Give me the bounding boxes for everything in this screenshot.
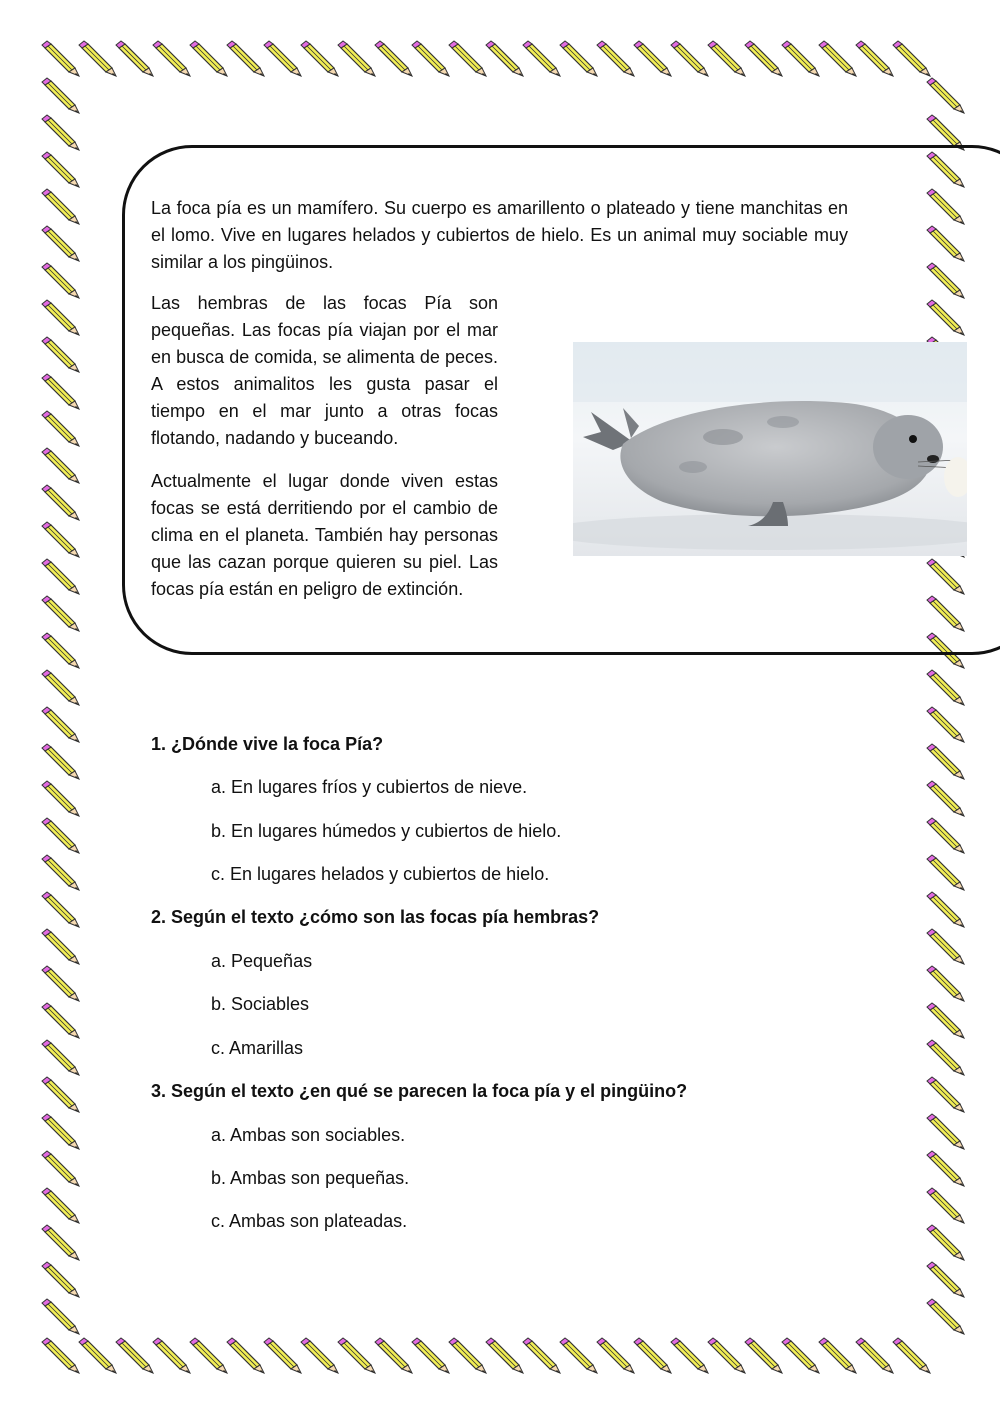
pencil-icon [42,1077,79,1112]
pencil-icon [560,1338,597,1373]
pencil-icon [79,1338,116,1373]
pencil-icon [927,781,964,816]
pencil-icon [927,670,964,705]
pencil-icon [856,1338,893,1373]
pencil-icon [42,411,79,446]
pencil-icon [42,300,79,335]
q1-option-a[interactable]: a. En lugares fríos y cubiertos de nieve. [211,777,528,797]
pencil-icon [301,1338,338,1373]
intro-paragraph: La foca pía es un mamífero. Su cuerpo es amarillento o plateado y tiene manchitas en el lomo. Vive en lugares helados y cubiertos de hielo. Es un animal muy sociable muy similar a los pingüinos. [151,198,848,272]
pencil-icon [927,929,964,964]
pencil-icon [42,596,79,631]
pencil-icon [523,41,560,76]
pencil-icon [708,1338,745,1373]
q2-option-c[interactable]: c. Amarillas [211,1038,304,1058]
pencil-icon [190,41,227,76]
pencil-icon [42,744,79,779]
question-2: 2. Según el texto ¿cómo son las focas pía hembras? [151,907,600,927]
question-1: 1. ¿Dónde vive la foca Pía? [151,734,384,754]
pencil-icon [927,1003,964,1038]
pencil-icon [927,1225,964,1260]
pencil-icon [856,41,893,76]
pencil-icon [745,41,782,76]
pencil-icon [927,1151,964,1186]
pencil-icon [927,818,964,853]
pencil-icon [42,1299,79,1334]
pencil-icon [634,41,671,76]
pencil-icon [42,670,79,705]
pencil-icon [42,707,79,742]
pencil-icon [42,374,79,409]
pencil-icon [116,41,153,76]
pencil-icon [338,1338,375,1373]
pencil-icon [927,892,964,927]
pencil-icon [42,1262,79,1297]
pencil-icon [486,41,523,76]
pencil-icon [227,41,264,76]
pencil-icon [116,1338,153,1373]
pencil-icon [42,929,79,964]
pencil-icon [745,1338,782,1373]
pencil-icon [42,189,79,224]
q1-option-b[interactable]: b. En lugares húmedos y cubiertos de hielo. [211,821,562,841]
pencil-icon [42,448,79,483]
pencil-icon [671,41,708,76]
pencil-icon [782,1338,819,1373]
pencil-icon [42,855,79,890]
pencil-icon [782,41,819,76]
pencil-icon [486,1338,523,1373]
pencil-icon [560,41,597,76]
pencil-icon [42,485,79,520]
q3-option-a[interactable]: a. Ambas son sociables. [211,1125,406,1145]
pencil-icon [42,559,79,594]
pencil-icon [42,1188,79,1223]
pencil-icon [597,41,634,76]
pencil-icon [893,41,930,76]
pencil-icon [893,1338,930,1373]
pencil-icon [708,41,745,76]
pencil-icon [927,707,964,742]
question-3: 3. Según el texto ¿en qué se parecen la foca pía y el pingüino? [151,1081,688,1101]
pencil-icon [42,1151,79,1186]
pencil-icon [42,1225,79,1260]
pencil-icon [819,41,856,76]
pencil-icon [927,78,964,113]
pencil-icon [634,1338,671,1373]
pencil-icon [375,41,412,76]
pencil-icon [42,263,79,298]
pencil-icon [412,1338,449,1373]
pencil-icon [375,1338,412,1373]
pencil-icon [42,78,79,113]
pencil-icon [42,818,79,853]
pencil-icon [153,1338,190,1373]
pencil-col-left [42,78,79,1334]
pencil-icon [42,1003,79,1038]
pencil-icon [597,1338,634,1373]
pencil-icon [927,1188,964,1223]
pencil-icon [264,1338,301,1373]
pencil-icon [449,1338,486,1373]
pencil-icon [190,1338,227,1373]
q3-option-c[interactable]: c. Ambas son plateadas. [211,1211,408,1231]
pencil-icon [153,41,190,76]
pencil-icon [42,522,79,557]
pencil-icon [42,1114,79,1149]
females-paragraph: Las hembras de las focas Pía son pequeñas. Las focas pía viajan por el mar en busca de comida, se alimenta de peces. A estos animalitos les gusta pasar el tiempo en el mar junto a otras focas flotando, nadando y buceando. [151,293,498,448]
q3-option-b[interactable]: b. Ambas son pequeñas. [211,1168,410,1188]
pencil-row-bottom [42,1338,930,1373]
pencil-icon [227,1338,264,1373]
pencil-icon [42,152,79,187]
pencil-icon [42,115,79,150]
pencil-icon [927,1040,964,1075]
pencil-icon [927,966,964,1001]
pencil-icon [264,41,301,76]
extinction-paragraph: Actualmente el lugar donde viven estas focas se está derritiendo por el cambio de clima en el planeta. También hay personas que las cazan porque quieren su piel. Las focas pía están en peligro de extinción. [151,471,498,599]
pencil-icon [42,966,79,1001]
pencil-icon [819,1338,856,1373]
pencil-icon [42,226,79,261]
pencil-icon [927,1262,964,1297]
pencil-icon [671,1338,708,1373]
pencil-icon [42,41,79,76]
pencil-row-top [42,41,930,76]
pencil-icon [42,633,79,668]
pencil-icon [927,1299,964,1334]
pencil-icon [42,1338,79,1373]
pencil-icon [412,41,449,76]
q2-option-b[interactable]: b. Sociables [211,994,310,1014]
pencil-icon [42,337,79,372]
pencil-icon [42,1040,79,1075]
q2-option-a[interactable]: a. Pequeñas [211,951,313,971]
pencil-icon [301,41,338,76]
pencil-icon [927,744,964,779]
pencil-icon [42,781,79,816]
pencil-icon [338,41,375,76]
pencil-icon [449,41,486,76]
pencil-icon [927,1077,964,1112]
pencil-icon [523,1338,560,1373]
pencil-icon [79,41,116,76]
q1-option-c[interactable]: c. En lugares helados y cubiertos de hielo. [211,864,550,884]
pencil-icon [42,892,79,927]
pencil-icon [927,1114,964,1149]
harp-seal-photo [573,342,967,556]
pencil-icon [927,855,964,890]
